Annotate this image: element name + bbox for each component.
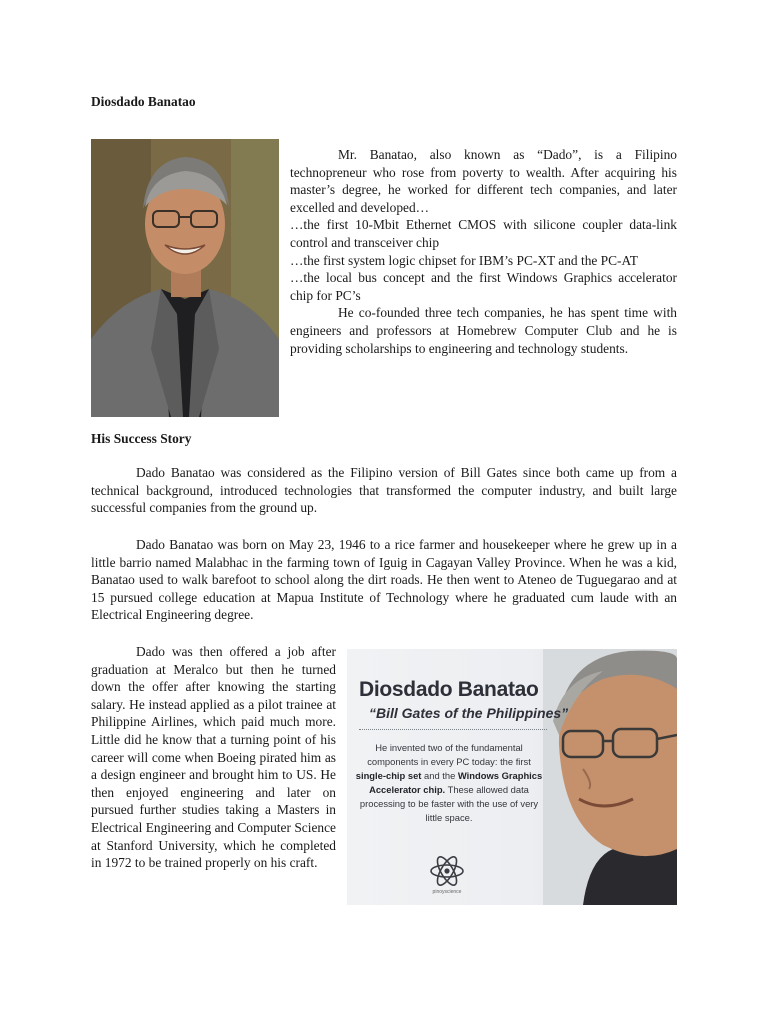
- banner-text-1: He invented two of the fundamental components in every PC today: the first: [367, 742, 531, 767]
- section-heading: His Success Story: [91, 431, 192, 446]
- banner-subtitle: “Bill Gates of the Philippines”: [369, 705, 569, 721]
- page-title: Diosdado Banatao: [91, 94, 196, 109]
- bio-intro: Mr. Banatao, also known as “Dado”, is a Filipino technopreneur who rose from poverty to wealth. After acquiring his master’s degree, he worked for different tech companies, and later excelled and developed…: [290, 147, 677, 215]
- bio-achievement-2: …the first system logic chipset for IBM’s PC-XT and the PC-AT: [290, 252, 638, 268]
- bio-closing: He co-founded three tech companies, he has spent time with engineers and professors at Homebrew Computer Club and he is providing scholarships to engineering and technology students.: [290, 305, 677, 356]
- banner-highlight-graphics-chip: Windows Graphics Accelerator chip.: [369, 770, 543, 795]
- banner-text-3: These allowed data processing to be faster with the use of very little space.: [359, 784, 539, 823]
- banner-brand: pinoyscience: [432, 889, 462, 895]
- bio-section: [290, 146, 677, 357]
- banner-portrait: [543, 649, 677, 905]
- portrait-photo-drawing: [91, 139, 279, 417]
- banner-divider: [359, 729, 547, 730]
- banner-text-2: and the: [421, 770, 458, 781]
- bio-achievement-3: …the local bus concept and the first Windows Graphics accelerator chip for PC’s: [290, 270, 677, 303]
- infographic-banner: [347, 649, 677, 905]
- bio-achievement-1: …the first 10-Mbit Ethernet CMOS with silicone coupler data-link control and transceiver chip: [290, 217, 677, 250]
- banner-description: [351, 741, 547, 825]
- banner-highlight-chipset: single-chip set: [355, 770, 422, 781]
- success-paragraph-3: Dado was then offered a job after graduation at Meralco but then he turned down the offer after knowing the starting salary. He instead applied as a pilot trainee at Philippine Airlines, which paid much more. Little did he know that a turning point of his career will come when Boeing pirated him as a design engineer and brought him to US. He then enjoyed engineering and later on pursued further studies taking a Masters in Electrical Engineering and Computer Science at Stanford University, which he completed in 1972 to be trained properly on his craft.: [91, 644, 336, 871]
- atom-icon: [421, 853, 473, 889]
- success-paragraph-1: Dado Banatao was considered as the Filipino version of Bill Gates since both came up from a technical background, introduced technologies that transformed the computer industry, and built large successful companies from the ground up.: [91, 465, 677, 516]
- banner-title: Diosdado Banatao: [359, 678, 539, 701]
- success-paragraph-2: Dado Banatao was born on May 23, 1946 to a rice farmer and housekeeper where he grew up in a little barrio named Malabhac in the farming town of Iguig in Cagayan Valley Province. When he was a kid, Banatao used to walk barefoot to school along the dirt roads. He then went to Ateneo de Tuguegarao and at 15 pursued college education at Mapua Institute of Technology where he graduated cum laude with an Electrical Engineering degree.: [91, 537, 677, 623]
- portrait-photo: [91, 139, 279, 417]
